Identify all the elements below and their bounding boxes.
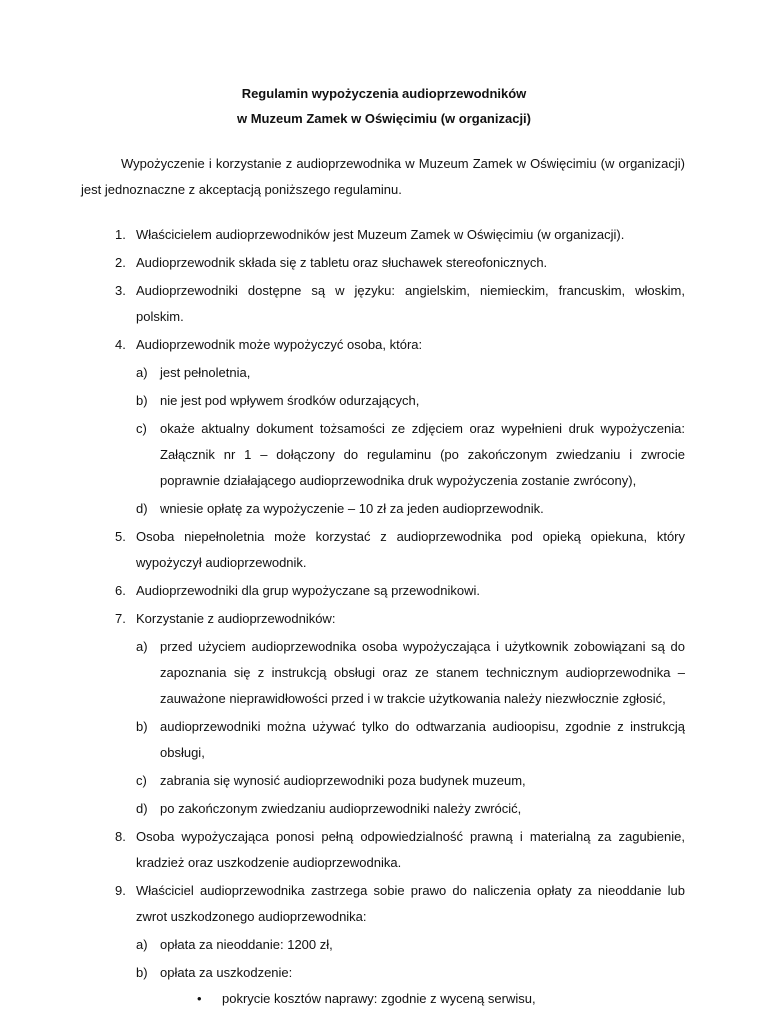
sub-item xyxy=(136,714,685,766)
sub-item-letter: a) xyxy=(136,937,148,952)
sub-item-text: przed użyciem audioprzewodnika osoba wypożyczająca i użytkownik zobowiązani są do zapoznania się z instrukcją obsługi oraz ze stanem technicznym audioprzewodnika – zauważone nieprawidłowości przed i w trakcie użytkowania należy niezwłocznie zgłosić, xyxy=(160,639,685,706)
rule-item xyxy=(81,878,685,1012)
rule-number: 6. xyxy=(115,583,126,598)
rule-text: Audioprzewodnik może wypożyczyć osoba, która: xyxy=(136,337,423,352)
sub-item-letter: b) xyxy=(136,965,148,980)
sub-item xyxy=(136,796,685,822)
bullet-text: pokrycie kosztów naprawy: zgodnie z wyceną serwisu, xyxy=(222,991,536,1006)
document-title-line-2: w Muzeum Zamek w Oświęcimiu (w organizacji) xyxy=(236,111,531,126)
rule-number: 7. xyxy=(115,611,126,626)
rule-number: 8. xyxy=(115,829,126,844)
sub-item-letter: c) xyxy=(136,773,147,788)
rule-item xyxy=(81,250,685,276)
bullet-list xyxy=(160,986,685,1012)
rule-text: Właścicielem audioprzewodników jest Muzeum Zamek w Oświęcimiu (w organizacji). xyxy=(136,227,625,242)
document-title-line-1: Regulamin wypożyczenia audioprzewodników xyxy=(241,86,527,101)
sub-item xyxy=(136,416,685,494)
rule-sublist xyxy=(136,360,685,522)
sub-item-letter: d) xyxy=(136,501,148,516)
rule-text: Osoba wypożyczająca ponosi pełną odpowiedzialność prawną i materialną za zagubienie, kradzież oraz uszkodzenie audioprzewodnika. xyxy=(136,829,685,870)
sub-item-text: zabrania się wynosić audioprzewodniki poza budynek muzeum, xyxy=(160,773,526,788)
sub-item xyxy=(136,960,685,1012)
sub-item xyxy=(136,932,685,958)
sub-item-text: nie jest pod wpływem środków odurzających, xyxy=(160,393,420,408)
sub-item-text: opłata za nieoddanie: 1200 zł, xyxy=(160,937,333,952)
rule-item xyxy=(81,332,685,522)
sub-item-text: okaże aktualny dokument tożsamości ze zdjęciem oraz wypełnieni druk wypożyczenia: Załącznik nr 1 – dołączony do regulaminu (po zakończonym zwiedzaniu i zwrocie poprawnie działającego audioprzewodnika druk wypożyczenia zostanie zwrócony), xyxy=(160,421,685,488)
rule-item xyxy=(81,824,685,876)
rule-text: Audioprzewodniki dla grup wypożyczane są przewodnikowi. xyxy=(136,583,480,598)
bullet-item xyxy=(160,986,685,1012)
rule-number: 2. xyxy=(115,255,126,270)
rule-item xyxy=(81,222,685,248)
sub-item-text: opłata za uszkodzenie: xyxy=(160,965,293,980)
rule-text: Audioprzewodnik składa się z tabletu oraz słuchawek stereofonicznych. xyxy=(136,255,548,270)
sub-item xyxy=(136,388,685,414)
sub-item-letter: b) xyxy=(136,719,148,734)
rule-item xyxy=(81,524,685,576)
sub-item xyxy=(136,360,685,386)
bullet-icon: • xyxy=(197,991,202,1006)
rule-item xyxy=(81,578,685,604)
rule-text: Osoba niepełnoletnia może korzystać z audioprzewodnika pod opieką opiekuna, który wypożyczył audioprzewodnik. xyxy=(136,529,685,570)
sub-item-letter: a) xyxy=(136,365,148,380)
rule-text: Właściciel audioprzewodnika zastrzega sobie prawo do naliczenia opłaty za nieoddanie lub zwrot uszkodzonego audioprzewodnika: xyxy=(136,883,685,924)
rule-number: 9. xyxy=(115,883,126,898)
rule-sublist xyxy=(136,932,685,1012)
rule-item xyxy=(81,278,685,330)
sub-item-text: audioprzewodniki można używać tylko do odtwarzania audioopisu, zgodnie z instrukcją obsługi, xyxy=(160,719,685,760)
rule-sublist xyxy=(136,634,685,822)
sub-item xyxy=(136,768,685,794)
rule-number: 4. xyxy=(115,337,126,352)
rule-number: 3. xyxy=(115,283,126,298)
sub-item-letter: c) xyxy=(136,421,147,436)
intro-paragraph: Wypożyczenie i korzystanie z audioprzewodnika w Muzeum Zamek w Oświęcimiu (w organizacji) jest jednoznaczne z akceptacją poniższego regulaminu. xyxy=(81,156,685,197)
sub-item-text: po zakończonym zwiedzaniu audioprzewodniki należy zwrócić, xyxy=(160,801,522,816)
sub-item-text: jest pełnoletnia, xyxy=(160,365,251,380)
rule-text: Audioprzewodniki dostępne są w języku: angielskim, niemieckim, francuskim, włoskim, polskim. xyxy=(136,283,685,324)
sub-item-letter: d) xyxy=(136,801,148,816)
rule-item xyxy=(81,606,685,822)
sub-item xyxy=(136,496,685,522)
sub-item-letter: a) xyxy=(136,639,148,654)
sub-item-letter: b) xyxy=(136,393,148,408)
rule-text: Korzystanie z audioprzewodników: xyxy=(136,611,336,626)
sub-item-text: wniesie opłatę za wypożyczenie – 10 zł za jeden audioprzewodnik. xyxy=(160,501,544,516)
rule-number: 5. xyxy=(115,529,126,544)
rules-list xyxy=(81,222,685,1014)
sub-item xyxy=(136,634,685,712)
rule-number: 1. xyxy=(115,227,126,242)
